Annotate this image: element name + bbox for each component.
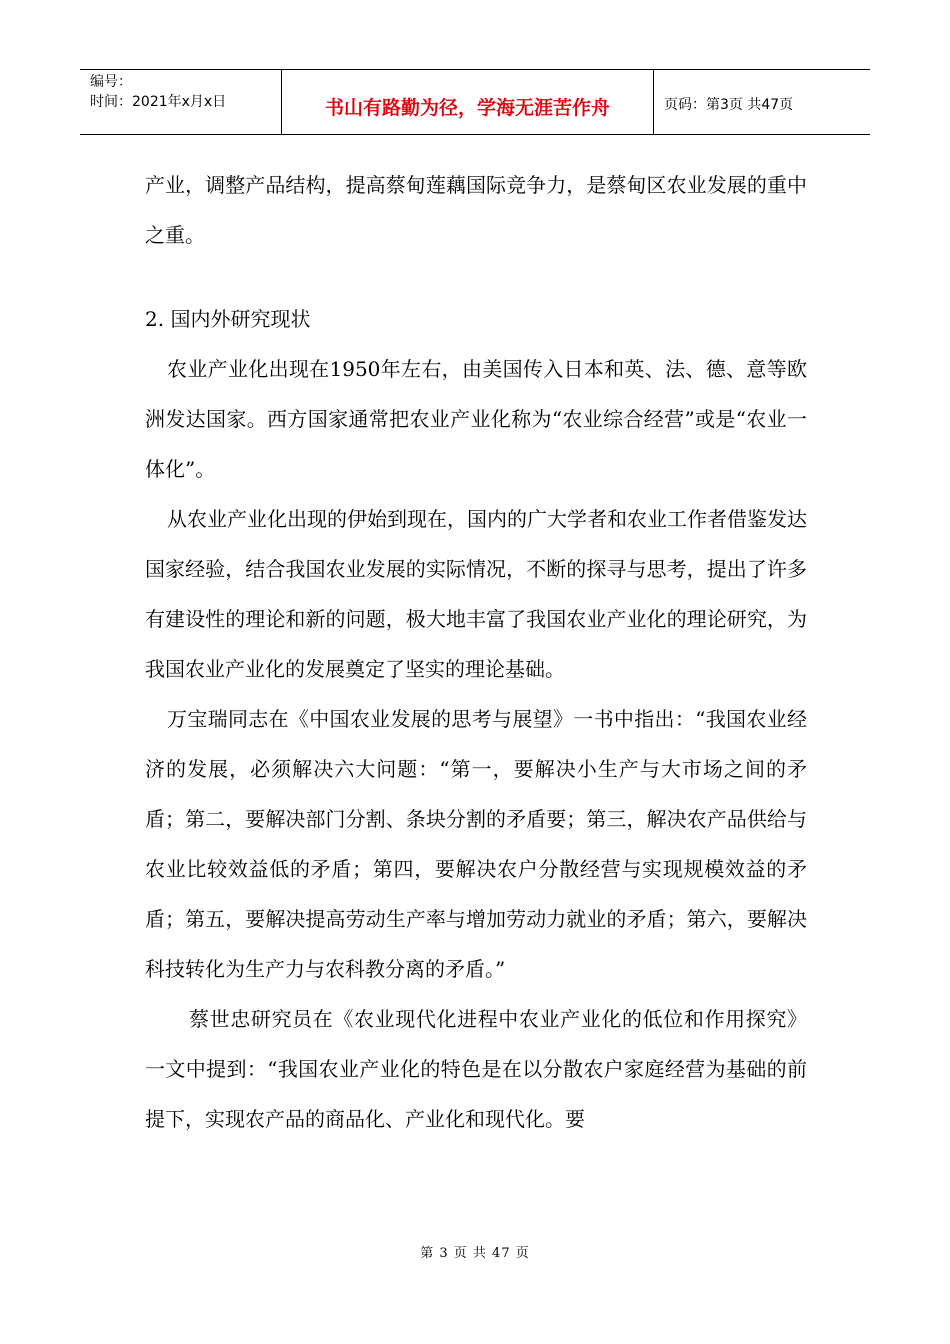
header-motto: 书山有路勤为径，学海无涯苦作舟 <box>282 70 654 134</box>
page-header <box>80 69 870 135</box>
header-page-info: 页码：第3页 共47页 <box>664 97 794 113</box>
paragraph-continued: 产业，调整产品结构，提高蔡甸莲藕国际竞争力，是蔡甸区农业发展的重中之重。 <box>145 173 807 247</box>
spacer <box>145 260 807 294</box>
paragraph: 农业产业化出现在1950年左右，由美国传入日本和英、法、德、意等欧洲发达国家。西方国家通常把农业产业化称为“农业综合经营”或是“农业一体化”。 <box>145 357 807 481</box>
paragraph: 从农业产业化出现的伊始到现在，国内的广大学者和农业工作者借鉴发达国家经验，结合我国农业发展的实际情况，不断的探寻与思考，提出了许多有建设性的理论和新的问题，极大地丰富了我国农业产业化的理论研究，为我国农业产业化的发展奠定了坚实的理论基础。 <box>145 507 807 681</box>
document-body <box>145 160 807 1144</box>
section-heading: 2. 国内外研究现状 <box>145 307 311 331</box>
document-date: 时间：2021年x月x日 <box>90 94 227 110</box>
paragraph: 万宝瑞同志在《中国农业发展的思考与展望》一书中指出：“我国农业经济的发展，必须解决六大问题：“第一，要解决小生产与大市场之间的矛盾；第二，要解决部门分割、条块分割的矛盾要；第三，解决农产品供给与农业比较效益低的矛盾；第四，要解决农户分散经营与实现规模效益的矛盾；第五，要解决提高劳动生产率与增加劳动力就业的矛盾；第六，要解决科技转化为生产力与农科教分离的矛盾。” <box>145 707 807 981</box>
page-footer: 第 3 页 共 47 页 <box>420 1246 530 1261</box>
header-meta <box>80 70 282 134</box>
paragraph: 蔡世忠研究员在《农业现代化进程中农业产业化的低位和作用探究》一文中提到：“我国农业产业化的特色是在以分散农户家庭经营为基础的前提下，实现农产品的商品化、产业化和现代化。要 <box>145 1007 807 1131</box>
document-number-label: 编号： <box>90 74 132 90</box>
